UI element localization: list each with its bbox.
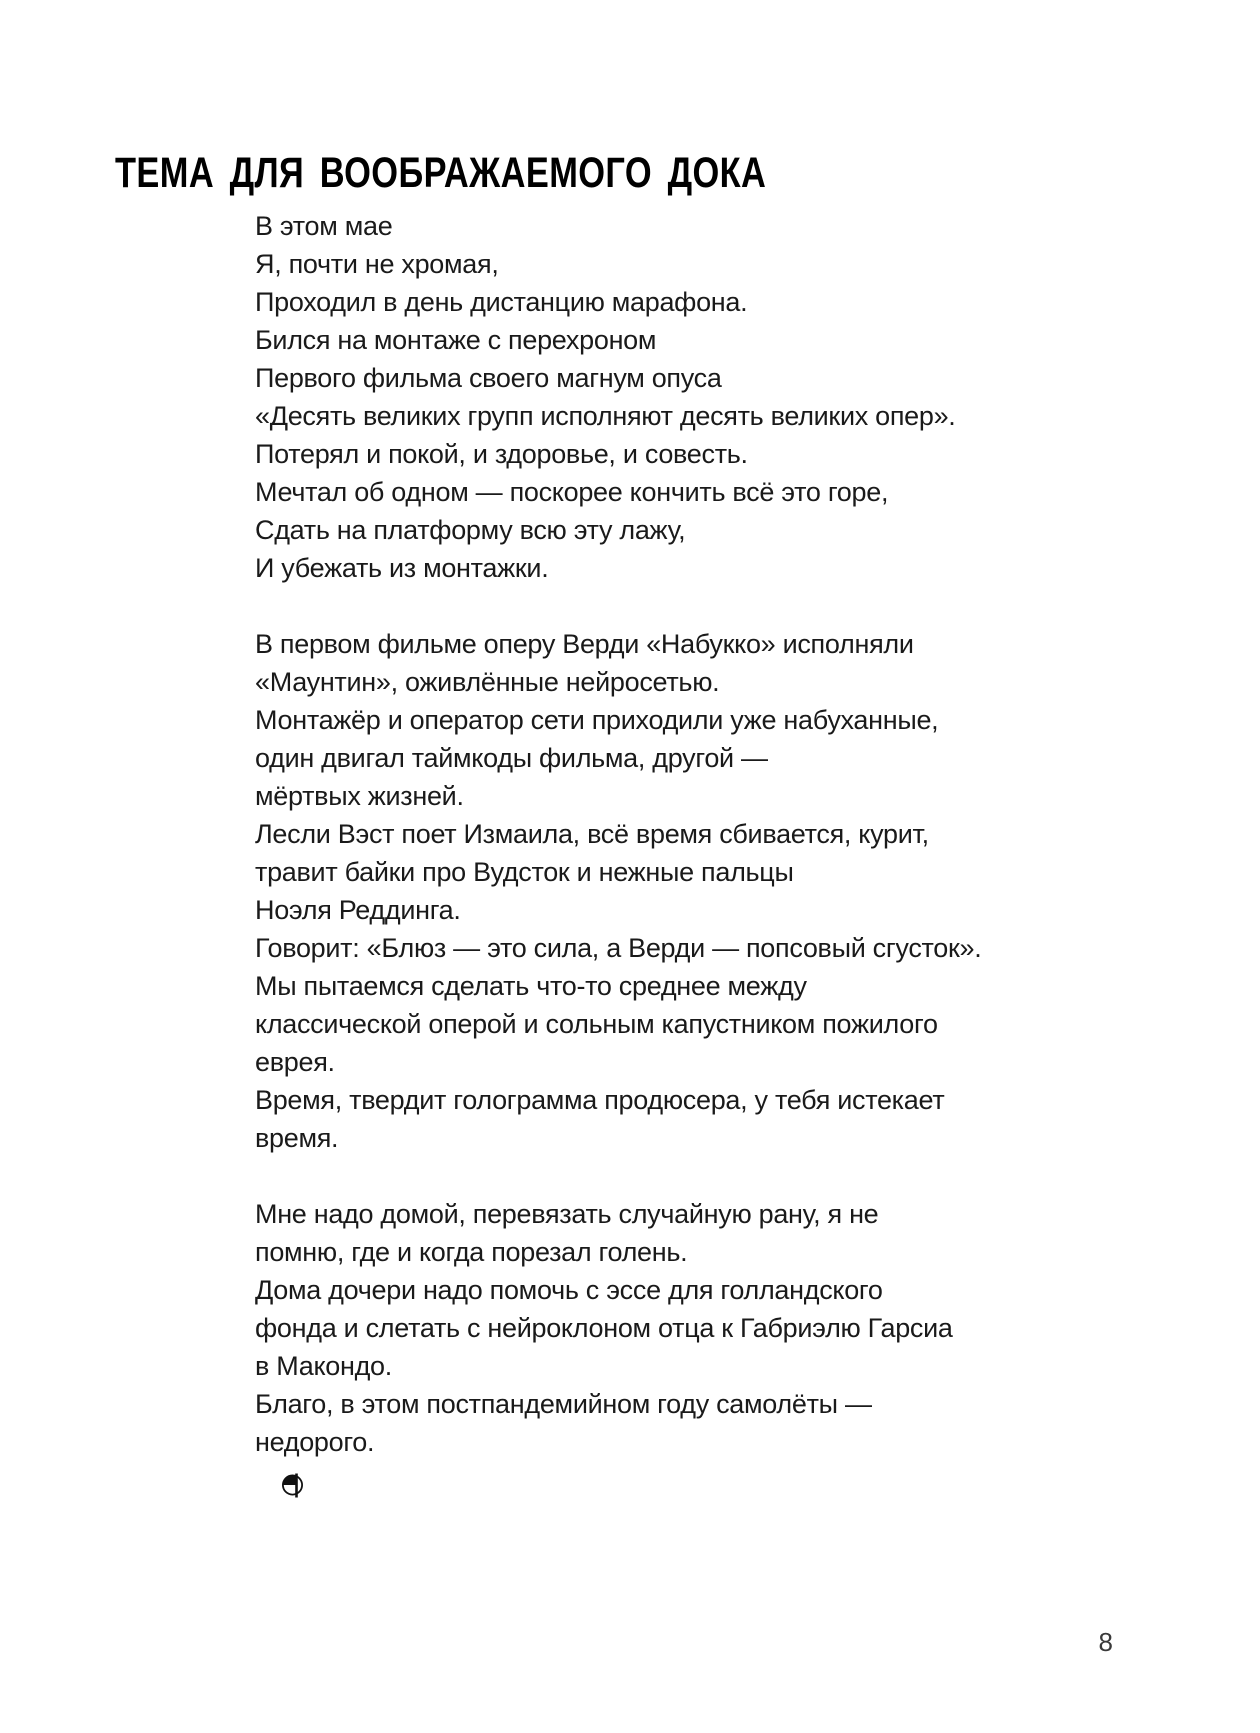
poem-line: Мне надо домой, перевязать случайную рану, я не <box>255 1199 879 1229</box>
poem-line: мёртвых жизней. <box>255 781 464 811</box>
poem-line: классической оперой и сольным капустником пожилого <box>255 1009 938 1039</box>
poem-line: В этом мае <box>255 211 393 241</box>
poem-line: помню, где и когда порезал голень. <box>255 1237 688 1267</box>
page-title: ТЕМА ДЛЯ ВООБРАЖАЕМОГО ДОКА <box>115 148 767 197</box>
poem-line: фонда и слетать с нейроклоном отца к Габриэлю Гарсиа <box>255 1313 953 1343</box>
poem-body <box>255 207 981 1504</box>
poem-line: Я, почти не хромая, <box>255 249 499 279</box>
poem-line: недорого. <box>255 1427 375 1457</box>
poem-line: Мы пытаемся сделать что-то среднее между <box>255 971 807 1001</box>
poem-line: Бился на монтаже с перехроном <box>255 325 657 355</box>
poem-line: Говорит: «Блюз — это сила, а Верди — попсовый сгусток». <box>255 933 982 963</box>
page-number: 8 <box>1098 1627 1113 1657</box>
stanza-1 <box>255 207 981 587</box>
poem-line: И убежать из монтажки. <box>255 553 549 583</box>
poem-line: Время, твердит голограмма продюсера, у тебя истекает <box>255 1085 945 1115</box>
poem-line: еврея. <box>255 1047 335 1077</box>
poem-line: Лесли Вэст поет Измаила, всё время сбивается, курит, <box>255 819 929 849</box>
poem-line: Дома дочери надо помочь с эссе для голландского <box>255 1275 883 1305</box>
poem-line: в Макондо. <box>255 1351 392 1381</box>
poem-line: Потерял и покой, и здоровье, и совесть. <box>255 439 748 469</box>
stanza-3 <box>255 1195 981 1461</box>
pie-circle-end-mark-icon <box>281 1471 305 1499</box>
poem-line: один двигал таймкоды фильма, другой — <box>255 743 768 773</box>
poem-line: «Маунтин», оживлённые нейросетью. <box>255 667 720 697</box>
poem-line: Ноэля Реддинга. <box>255 895 461 925</box>
poem-line: Монтажёр и оператор сети приходили уже набуханные, <box>255 705 939 735</box>
poem-stanzas <box>255 207 981 1461</box>
poem-line: Мечтал об одном — поскорее кончить всё это горе, <box>255 477 889 507</box>
poem-line: травит байки про Вудсток и нежные пальцы <box>255 857 794 887</box>
poem-line: «Десять великих групп исполняют десять великих опер». <box>255 401 956 431</box>
poem-line: Проходил в день дистанцию марафона. <box>255 287 748 317</box>
poem-line: Первого фильма своего магнум опуса <box>255 363 722 393</box>
poem-line: Благо, в этом постпандемийном году самолёты — <box>255 1389 872 1419</box>
stanza-2 <box>255 625 981 1157</box>
poem-line: Сдать на платформу всю эту лажу, <box>255 515 686 545</box>
poem-line: время. <box>255 1123 339 1153</box>
poem-line: В первом фильме оперу Верди «Набукко» исполняли <box>255 629 914 659</box>
